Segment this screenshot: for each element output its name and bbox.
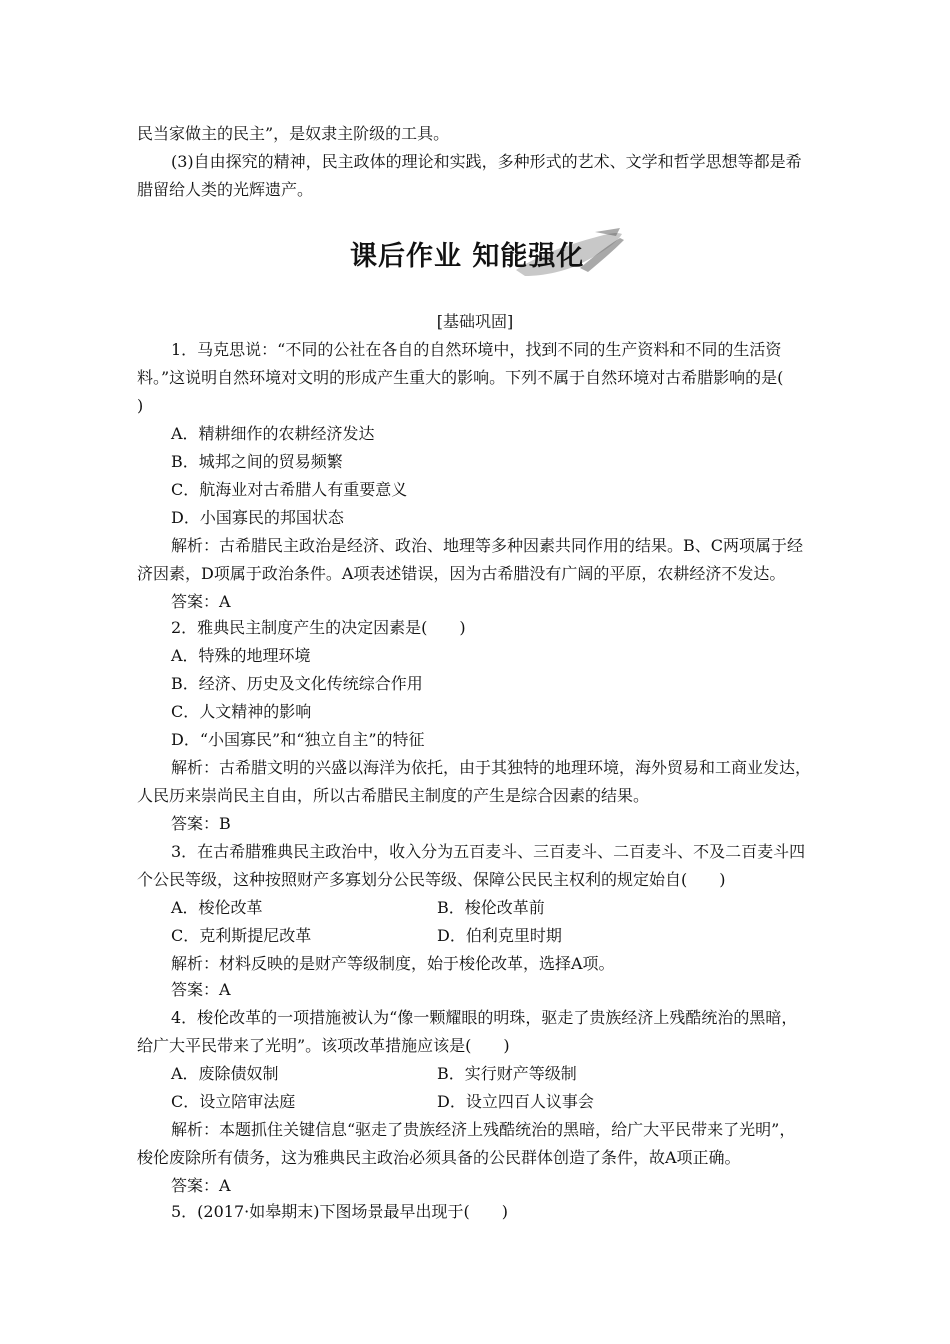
explanation: 梭伦废除所有债务，这为雅典民主政治必须具备的公民群体创造了条件，故A项正确。 <box>137 1148 741 1167</box>
option-b: B．经济、历史及文化传统综合作用 <box>171 674 423 693</box>
question-stem: 2．雅典民主制度产生的决定因素是( ) <box>171 618 466 637</box>
answer: 答案：A <box>171 1176 231 1195</box>
explanation: 人民历来崇尚民主自由，所以古希腊民主制度的产生是综合因素的结果。 <box>137 786 650 805</box>
question-stem: 1．马克思说：“不同的公社在各自的自然环境中，找到不同的生产资料和不同的生活资 <box>171 340 782 359</box>
option-c: C．设立陪审法庭 <box>171 1092 296 1111</box>
question-stem: 3．在古希腊雅典民主政治中，收入分为五百麦斗、三百麦斗、二百麦斗、不及二百麦斗四 <box>171 842 806 861</box>
option-b: B．梭伦改革前 <box>437 898 545 917</box>
question-stem: 料。”这说明自然环境对文明的形成产生重大的影响。下列不属于自然环境对古希腊影响的是( <box>137 368 784 387</box>
question-stem: 给广大平民带来了光明”。该项改革措施应该是( ) <box>137 1036 510 1055</box>
option-a: A．精耕细作的农耕经济发达 <box>171 424 375 443</box>
option-c: C．人文精神的影响 <box>171 702 312 721</box>
answer: 答案：A <box>171 980 231 999</box>
section-banner <box>320 224 630 282</box>
intro-line: 腊留给人类的光辉遗产。 <box>137 180 314 199</box>
intro-line: (3)自由探究的精神，民主政体的理论和实践，多种形式的艺术、文学和哲学思想等都是希 <box>171 152 802 171</box>
question-stem: 5．(2017·如皋期末)下图场景最早出现于( ) <box>171 1202 508 1221</box>
option-d: D．“小国寡民”和“独立自主”的特征 <box>171 730 425 749</box>
explanation: 济因素，D项属于政治条件。A项表述错误，因为古希腊没有广阔的平原，农耕经济不发达。 <box>137 564 786 583</box>
option-d: D．小国寡民的邦国状态 <box>171 508 344 527</box>
explanation: 解析：古希腊民主政治是经济、政治、地理等多种因素共同作用的结果。B、C两项属于经 <box>171 536 804 555</box>
option-a: A．梭伦改革 <box>171 898 263 917</box>
option-b: B．城邦之间的贸易频繁 <box>171 452 343 471</box>
option-c: C．航海业对古希腊人有重要意义 <box>171 480 408 499</box>
banner-title: 课后作业 知能强化 <box>350 241 585 272</box>
option-d: D．设立四百人议事会 <box>437 1092 594 1111</box>
option-a: A．特殊的地理环境 <box>171 646 311 665</box>
question-stem: ) <box>137 396 144 415</box>
explanation: 解析：材料反映的是财产等级制度，始于梭伦改革，选择A项。 <box>171 954 615 973</box>
option-b: B．实行财产等级制 <box>437 1064 577 1083</box>
answer: 答案：B <box>171 814 231 833</box>
intro-line: 民当家做主的民主”，是奴隶主阶级的工具。 <box>137 124 450 143</box>
question-stem: 4．梭伦改革的一项措施被认为“像一颗耀眼的明珠，驱走了贵族经济上残酷统治的黑暗， <box>171 1008 798 1027</box>
question-stem: 个公民等级，这种按照财产多寡划分公民等级、保障公民民主权利的规定始自( ) <box>137 870 726 889</box>
option-d: D．伯利克里时期 <box>437 926 562 945</box>
section-title: [基础巩固] <box>436 312 514 331</box>
explanation: 解析：本题抓住关键信息“驱走了贵族经济上残酷统治的黑暗，给广大平民带来了光明”， <box>171 1120 796 1139</box>
explanation: 解析：古希腊文明的兴盛以海洋为依托，由于其独特的地理环境，海外贸易和工商业发达， <box>171 758 812 777</box>
option-a: A．废除债奴制 <box>171 1064 279 1083</box>
option-c: C．克利斯提尼改革 <box>171 926 312 945</box>
answer: 答案：A <box>171 592 231 611</box>
